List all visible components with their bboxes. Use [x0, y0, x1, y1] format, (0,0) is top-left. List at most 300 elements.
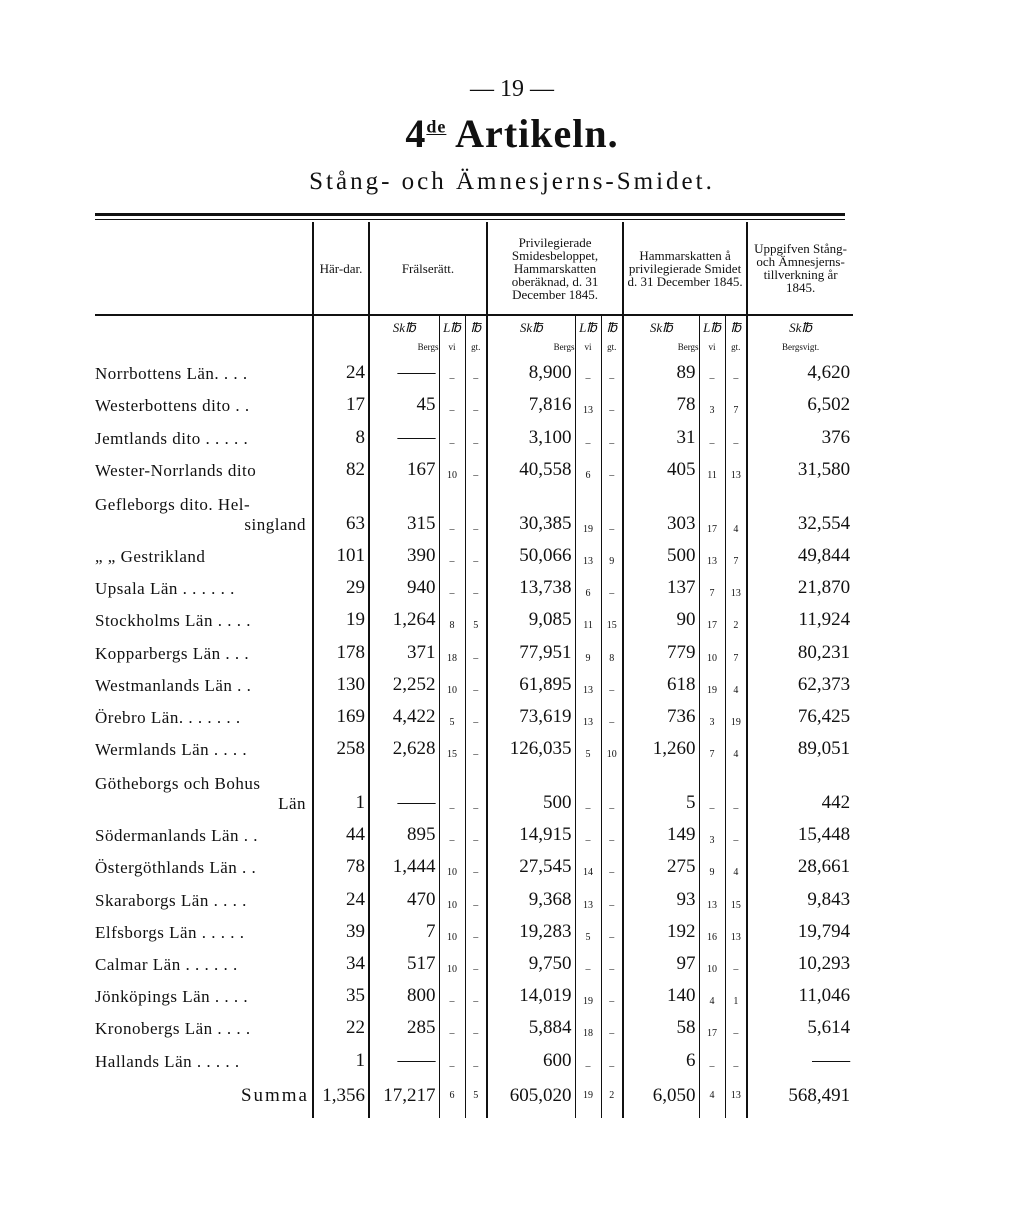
cell-privilegierade: 30,385	[487, 483, 575, 537]
cell-hammarskatten-gt: 15	[725, 880, 747, 912]
cell-fralseratt-vi: 10	[439, 451, 465, 483]
cell-privilegierade: 14,019	[487, 977, 575, 1009]
cell-fralseratt-vi: –	[439, 762, 465, 816]
cell-hardar: 8	[313, 418, 369, 450]
lan-name	[95, 977, 313, 1009]
cell-fralseratt-vi: –	[439, 816, 465, 848]
lan-name	[95, 730, 313, 762]
table-row	[95, 601, 853, 633]
lan-name	[95, 483, 313, 537]
lan-name-line1: Jönköpings Län . . . .	[95, 987, 249, 1007]
cell-fralseratt: 940	[369, 569, 439, 601]
table-row	[95, 762, 853, 816]
cell-fralseratt-gt: –	[465, 913, 487, 945]
cell-fralseratt-gt: –	[465, 730, 487, 762]
col-header-hardar: Här-dar.	[313, 222, 369, 315]
lan-name-line2: singland	[244, 514, 306, 534]
cell-hammarskatten: 779	[623, 633, 699, 665]
cell-hammarskatten: 58	[623, 1009, 699, 1041]
cell-fralseratt-vi: –	[439, 354, 465, 386]
cell-uppgifven: 19,794	[797, 920, 851, 942]
cell-privilegierade: 14,915	[487, 816, 575, 848]
lan-name	[95, 945, 313, 977]
subunit-bergsvigt: Bergsvigt.	[782, 342, 820, 352]
summa-privilegierade: 605,020	[487, 1074, 575, 1118]
cell-uppgifven: 15,448	[797, 824, 851, 846]
cell-privilegierade-vi: 13	[575, 698, 601, 730]
unit-row	[95, 315, 853, 340]
unit-t: ℔	[465, 315, 487, 340]
table-body	[95, 354, 853, 1074]
unit-skt: Sk℔	[623, 315, 699, 340]
unit-t: ℔	[601, 315, 623, 340]
table-row	[95, 483, 853, 537]
cell-privilegierade-vi: 9	[575, 633, 601, 665]
lan-name-line1: Elfsborgs Län . . . . .	[95, 922, 245, 942]
cell-hammarskatten: 405	[623, 451, 699, 483]
cell-hardar: 178	[313, 633, 369, 665]
cell-hardar: 130	[313, 666, 369, 698]
cell-fralseratt-vi: 18	[439, 633, 465, 665]
cell-hammarskatten: 90	[623, 601, 699, 633]
lan-name	[95, 1009, 313, 1041]
cell-hammarskatten-vi: 10	[699, 633, 725, 665]
summa-hammarskatten-vi: 4	[699, 1074, 725, 1118]
cell-hammarskatten-vi: 10	[699, 945, 725, 977]
table-row	[95, 698, 853, 730]
table-row	[95, 418, 853, 450]
lan-name	[95, 762, 313, 816]
cell-fralseratt: 45	[369, 386, 439, 418]
cell-privilegierade-gt: –	[601, 913, 623, 945]
cell-uppgifven: 5,614	[807, 1017, 851, 1039]
cell-fralseratt-vi: –	[439, 977, 465, 1009]
subunit-gt: gt.	[465, 340, 487, 354]
cell-uppgifven: 89,051	[797, 738, 851, 760]
cell-hammarskatten-gt: 13	[725, 569, 747, 601]
cell-privilegierade-vi: –	[575, 945, 601, 977]
cell-hardar: 19	[313, 601, 369, 633]
cell-hammarskatten: 6	[623, 1041, 699, 1073]
cell-hammarskatten-vi: –	[699, 762, 725, 816]
cell-uppgifven: ——	[812, 1049, 851, 1071]
lan-name	[95, 1041, 313, 1073]
cell-fralseratt-gt: –	[465, 848, 487, 880]
top-rule-thin	[95, 219, 845, 220]
cell-hammarskatten-vi: 19	[699, 666, 725, 698]
lan-name	[95, 816, 313, 848]
cell-fralseratt-vi: –	[439, 569, 465, 601]
cell-hammarskatten: 97	[623, 945, 699, 977]
cell-privilegierade-gt: –	[601, 666, 623, 698]
cell-privilegierade: 77,951	[487, 633, 575, 665]
cell-privilegierade: 3,100	[487, 418, 575, 450]
cell-privilegierade-gt: 10	[601, 730, 623, 762]
cell-fralseratt-gt: –	[465, 569, 487, 601]
cell-privilegierade: 19,283	[487, 913, 575, 945]
cell-privilegierade: 9,368	[487, 880, 575, 912]
summa-fralseratt-vi: 6	[439, 1074, 465, 1118]
cell-privilegierade-gt: 9	[601, 537, 623, 569]
cell-fralseratt-vi: 10	[439, 848, 465, 880]
cell-privilegierade-vi: 5	[575, 730, 601, 762]
cell-privilegierade-gt: –	[601, 698, 623, 730]
cell-privilegierade: 5,884	[487, 1009, 575, 1041]
cell-fralseratt-gt: 5	[465, 601, 487, 633]
cell-hardar: 63	[313, 483, 369, 537]
cell-privilegierade: 8,900	[487, 354, 575, 386]
cell-fralseratt: 390	[369, 537, 439, 569]
table-row	[95, 354, 853, 386]
cell-hammarskatten: 89	[623, 354, 699, 386]
summa-fralseratt-gt: 5	[465, 1074, 487, 1118]
cell-fralseratt: 470	[369, 880, 439, 912]
cell-hammarskatten-gt: 4	[725, 666, 747, 698]
cell-fralseratt-vi: 10	[439, 913, 465, 945]
cell-hammarskatten-vi: 17	[699, 1009, 725, 1041]
cell-hammarskatten: 149	[623, 816, 699, 848]
cell-hammarskatten-vi: –	[699, 1041, 725, 1073]
cell-hammarskatten-gt: –	[725, 945, 747, 977]
unit-lt: L℔	[439, 315, 465, 340]
cell-privilegierade-vi: –	[575, 1041, 601, 1073]
cell-fralseratt: 167	[369, 451, 439, 483]
cell-privilegierade-gt: –	[601, 569, 623, 601]
cell-privilegierade-gt: –	[601, 1041, 623, 1073]
cell-privilegierade: 61,895	[487, 666, 575, 698]
lan-name	[95, 354, 313, 386]
cell-privilegierade-gt: –	[601, 762, 623, 816]
cell-hammarskatten: 93	[623, 880, 699, 912]
col-header-privilegierade: Privilegierade Smidesbeloppet, Hammarskatten oberäknad, d. 31 December 1845.	[487, 222, 623, 315]
cell-privilegierade: 9,750	[487, 945, 575, 977]
cell-fralseratt-gt: –	[465, 1009, 487, 1041]
lan-name-line1: Upsala Län . . . . . .	[95, 579, 235, 599]
cell-fralseratt: 315	[369, 483, 439, 537]
cell-hammarskatten-gt: 19	[725, 698, 747, 730]
table-row	[95, 666, 853, 698]
unit-skt: Sk℔	[369, 315, 439, 340]
subunit-row	[95, 340, 853, 354]
cell-fralseratt: 517	[369, 945, 439, 977]
cell-hammarskatten-gt: –	[725, 762, 747, 816]
cell-privilegierade: 7,816	[487, 386, 575, 418]
cell-hammarskatten-gt: 7	[725, 633, 747, 665]
cell-hammarskatten-gt: 1	[725, 977, 747, 1009]
cell-privilegierade: 13,738	[487, 569, 575, 601]
cell-fralseratt-gt: –	[465, 880, 487, 912]
cell-hammarskatten: 78	[623, 386, 699, 418]
cell-hammarskatten: 137	[623, 569, 699, 601]
table-row	[95, 977, 853, 1009]
table-row	[95, 816, 853, 848]
cell-hammarskatten-gt: –	[725, 816, 747, 848]
lan-name	[95, 633, 313, 665]
table-row	[95, 945, 853, 977]
cell-hardar: 169	[313, 698, 369, 730]
cell-hammarskatten-vi: 3	[699, 816, 725, 848]
cell-privilegierade-vi: 18	[575, 1009, 601, 1041]
page-subtitle: Stång- och Ämnesjerns-Smidet.	[309, 168, 715, 195]
cell-fralseratt-gt: –	[465, 633, 487, 665]
cell-hammarskatten: 192	[623, 913, 699, 945]
cell-privilegierade: 500	[487, 762, 575, 816]
cell-hammarskatten-gt: 13	[725, 451, 747, 483]
cell-hammarskatten-vi: 9	[699, 848, 725, 880]
cell-hardar: 1	[313, 762, 369, 816]
unit-blank	[95, 315, 313, 340]
cell-fralseratt: 4,422	[369, 698, 439, 730]
unit-lt: L℔	[699, 315, 725, 340]
cell-fralseratt-gt: –	[465, 483, 487, 537]
lan-name-line1: Kronobergs Län . . . .	[95, 1019, 251, 1039]
cell-uppgifven: 31,580	[797, 458, 851, 480]
lan-name-line1: Hallands Län . . . . .	[95, 1051, 240, 1071]
cell-hammarskatten-vi: –	[699, 418, 725, 450]
summa-hammarskatten-gt: 13	[725, 1074, 747, 1118]
cell-privilegierade: 600	[487, 1041, 575, 1073]
table-row	[95, 633, 853, 665]
cell-privilegierade-vi: –	[575, 418, 601, 450]
lan-name-line1: Stockholms Län . . . .	[95, 611, 251, 631]
cell-fralseratt-vi: 15	[439, 730, 465, 762]
cell-privilegierade-vi: 14	[575, 848, 601, 880]
cell-hardar: 1	[313, 1041, 369, 1073]
subunit-blank	[313, 340, 369, 354]
cell-privilegierade-vi: 6	[575, 569, 601, 601]
cell-hammarskatten-gt: –	[725, 1009, 747, 1041]
col-header-fralseratt: Frälserätt.	[369, 222, 487, 315]
cell-uppgifven: 32,554	[797, 512, 851, 534]
lan-name	[95, 601, 313, 633]
cell-privilegierade-gt: –	[601, 848, 623, 880]
cell-privilegierade-gt: 8	[601, 633, 623, 665]
summa-row	[95, 1074, 853, 1118]
lan-name-line1: Södermanlands Län . .	[95, 826, 258, 846]
cell-privilegierade-vi: 13	[575, 537, 601, 569]
cell-uppgifven: 62,373	[797, 673, 851, 695]
cell-privilegierade: 50,066	[487, 537, 575, 569]
cell-fralseratt-gt: –	[465, 354, 487, 386]
lan-name-line1: Skaraborgs Län . . . .	[95, 890, 247, 910]
cell-fralseratt: 7	[369, 913, 439, 945]
cell-privilegierade-vi: 13	[575, 880, 601, 912]
cell-fralseratt-gt: –	[465, 418, 487, 450]
cell-privilegierade-gt: –	[601, 354, 623, 386]
cell-fralseratt: ——	[369, 1041, 439, 1073]
summa-privilegierade-gt: 2	[601, 1074, 623, 1118]
cell-hardar: 258	[313, 730, 369, 762]
cell-uppgifven: 21,870	[797, 577, 851, 599]
lan-name-line1: Westmanlands Län . .	[95, 675, 252, 695]
col-header-uppgifven: Uppgifven Stång- och Ämnesjerns-tillverkning år 1845.	[747, 222, 853, 315]
cell-hammarskatten: 500	[623, 537, 699, 569]
col-header-hammarskatten: Hammarskatten å privilegierade Smidet d. 31 December 1845.	[623, 222, 747, 315]
article-number: 4	[405, 111, 427, 156]
cell-uppgifven: 11,924	[798, 609, 851, 631]
cell-hammarskatten: 31	[623, 418, 699, 450]
cell-hammarskatten-vi: 16	[699, 913, 725, 945]
cell-privilegierade-vi: 19	[575, 483, 601, 537]
article-heading	[0, 110, 1024, 157]
cell-fralseratt: ——	[369, 762, 439, 816]
summa-hardar: 1,356	[313, 1074, 369, 1118]
cell-hammarskatten-gt: 4	[725, 483, 747, 537]
article-ordinal: de	[426, 116, 447, 137]
cell-hammarskatten: 736	[623, 698, 699, 730]
cell-fralseratt-gt: –	[465, 698, 487, 730]
summa-hammarskatten: 6,050	[623, 1074, 699, 1118]
cell-hammarskatten-vi: –	[699, 354, 725, 386]
cell-uppgifven: 10,293	[797, 953, 851, 974]
cell-hardar: 24	[313, 880, 369, 912]
cell-fralseratt: ——	[369, 354, 439, 386]
cell-hammarskatten-vi: 3	[699, 386, 725, 418]
cell-uppgifven: 28,661	[797, 856, 851, 878]
cell-hardar: 17	[313, 386, 369, 418]
cell-hammarskatten-gt: –	[725, 354, 747, 386]
lan-name	[95, 880, 313, 912]
lan-name-line1: „ „ Gestrikland	[95, 546, 206, 566]
lan-name-line1: Wester-Norrlands dito	[95, 460, 257, 480]
cell-fralseratt-vi: 10	[439, 666, 465, 698]
cell-privilegierade: 27,545	[487, 848, 575, 880]
cell-uppgifven: 6,502	[807, 394, 851, 416]
cell-hammarskatten-gt: 4	[725, 848, 747, 880]
lan-name-line1: Westerbottens dito . .	[95, 396, 250, 416]
cell-hammarskatten-gt: 2	[725, 601, 747, 633]
cell-fralseratt-gt: –	[465, 386, 487, 418]
cell-privilegierade-vi: –	[575, 762, 601, 816]
lan-name	[95, 569, 313, 601]
cell-privilegierade-vi: –	[575, 354, 601, 386]
lan-name-line1: Wermlands Län . . . .	[95, 740, 248, 760]
cell-hardar: 82	[313, 451, 369, 483]
cell-privilegierade: 9,085	[487, 601, 575, 633]
lan-name	[95, 537, 313, 569]
summa-uppgifven: 568,491	[788, 1084, 851, 1106]
cell-fralseratt-vi: 8	[439, 601, 465, 633]
cell-hammarskatten-vi: 11	[699, 451, 725, 483]
cell-fralseratt-vi: –	[439, 537, 465, 569]
cell-fralseratt-gt: –	[465, 945, 487, 977]
cell-hardar: 34	[313, 945, 369, 977]
cell-hammarskatten: 303	[623, 483, 699, 537]
cell-privilegierade-gt: –	[601, 386, 623, 418]
cell-privilegierade-gt: –	[601, 816, 623, 848]
col-header-lan	[95, 222, 313, 315]
cell-hammarskatten-gt: –	[725, 418, 747, 450]
top-rule	[95, 213, 845, 216]
cell-hammarskatten-vi: 17	[699, 483, 725, 537]
summa-privilegierade-vi: 19	[575, 1074, 601, 1118]
cell-fralseratt: 800	[369, 977, 439, 1009]
cell-hammarskatten-gt: 4	[725, 730, 747, 762]
lan-name	[95, 451, 313, 483]
lan-name-line1: Gefleborgs dito. Hel-	[95, 494, 251, 514]
summa-label: Summa	[95, 1074, 313, 1118]
cell-fralseratt: 895	[369, 816, 439, 848]
cell-hardar: 101	[313, 537, 369, 569]
cell-hammarskatten-vi: 7	[699, 730, 725, 762]
lan-name	[95, 913, 313, 945]
cell-privilegierade-vi: 19	[575, 977, 601, 1009]
cell-privilegierade-gt: –	[601, 977, 623, 1009]
cell-fralseratt-gt: –	[465, 537, 487, 569]
subunit-blank	[95, 340, 313, 354]
lan-name	[95, 848, 313, 880]
cell-hammarskatten-vi: 4	[699, 977, 725, 1009]
cell-privilegierade-vi: 13	[575, 386, 601, 418]
subunit-gt: gt.	[601, 340, 623, 354]
cell-privilegierade-vi: 5	[575, 913, 601, 945]
cell-hammarskatten-vi: 13	[699, 537, 725, 569]
cell-privilegierade-vi: 13	[575, 666, 601, 698]
article-word: Artikeln.	[455, 111, 619, 156]
cell-fralseratt-vi: 5	[439, 698, 465, 730]
cell-privilegierade: 73,619	[487, 698, 575, 730]
cell-hammarskatten: 275	[623, 848, 699, 880]
cell-fralseratt-gt: –	[465, 451, 487, 483]
cell-privilegierade-gt: –	[601, 418, 623, 450]
cell-uppgifven: 49,844	[797, 544, 851, 566]
cell-fralseratt-gt: –	[465, 1041, 487, 1073]
cell-privilegierade-vi: 6	[575, 451, 601, 483]
cell-hammarskatten-gt: 7	[725, 537, 747, 569]
lan-name-line2: Län	[278, 794, 306, 814]
cell-hammarskatten-gt: 7	[725, 386, 747, 418]
cell-hardar: 35	[313, 977, 369, 1009]
subunit-vi: vi	[575, 340, 601, 354]
cell-privilegierade: 126,035	[487, 730, 575, 762]
subunit-vi: vi	[439, 340, 465, 354]
cell-privilegierade: 40,558	[487, 451, 575, 483]
lan-name-line1: Calmar Län . . . . . .	[95, 955, 238, 974]
cell-hammarskatten-vi: 7	[699, 569, 725, 601]
cell-uppgifven: 9,843	[807, 888, 851, 910]
unit-skt: Sk℔	[487, 315, 575, 340]
cell-fralseratt-vi: 10	[439, 880, 465, 912]
cell-privilegierade-vi: –	[575, 816, 601, 848]
subunit-bergs: Bergs	[369, 340, 439, 354]
table-row	[95, 1009, 853, 1041]
cell-fralseratt-vi: –	[439, 483, 465, 537]
cell-fralseratt-gt: –	[465, 666, 487, 698]
cell-hardar: 24	[313, 354, 369, 386]
cell-fralseratt-vi: –	[439, 1041, 465, 1073]
table-row	[95, 913, 853, 945]
table-row	[95, 569, 853, 601]
cell-hammarskatten-gt: 13	[725, 913, 747, 945]
cell-hardar: 22	[313, 1009, 369, 1041]
cell-hardar: 44	[313, 816, 369, 848]
cell-fralseratt-gt: –	[465, 977, 487, 1009]
cell-privilegierade-gt: –	[601, 451, 623, 483]
cell-hammarskatten: 618	[623, 666, 699, 698]
lan-name-line1: Östergöthlands Län . .	[95, 858, 257, 878]
subunit-bergs: Bergs	[623, 340, 699, 354]
statistics-table	[95, 222, 853, 1118]
lan-name-line1: Kopparbergs Län . . .	[95, 643, 250, 663]
cell-hardar: 39	[313, 913, 369, 945]
cell-fralseratt-gt: –	[465, 762, 487, 816]
page-number: — 19 —	[470, 76, 554, 102]
cell-fralseratt: 1,264	[369, 601, 439, 633]
cell-privilegierade-gt: 15	[601, 601, 623, 633]
table-row	[95, 730, 853, 762]
cell-uppgifven: 376	[821, 426, 851, 448]
lan-name-line1: Norrbottens Län. . . .	[95, 364, 248, 384]
